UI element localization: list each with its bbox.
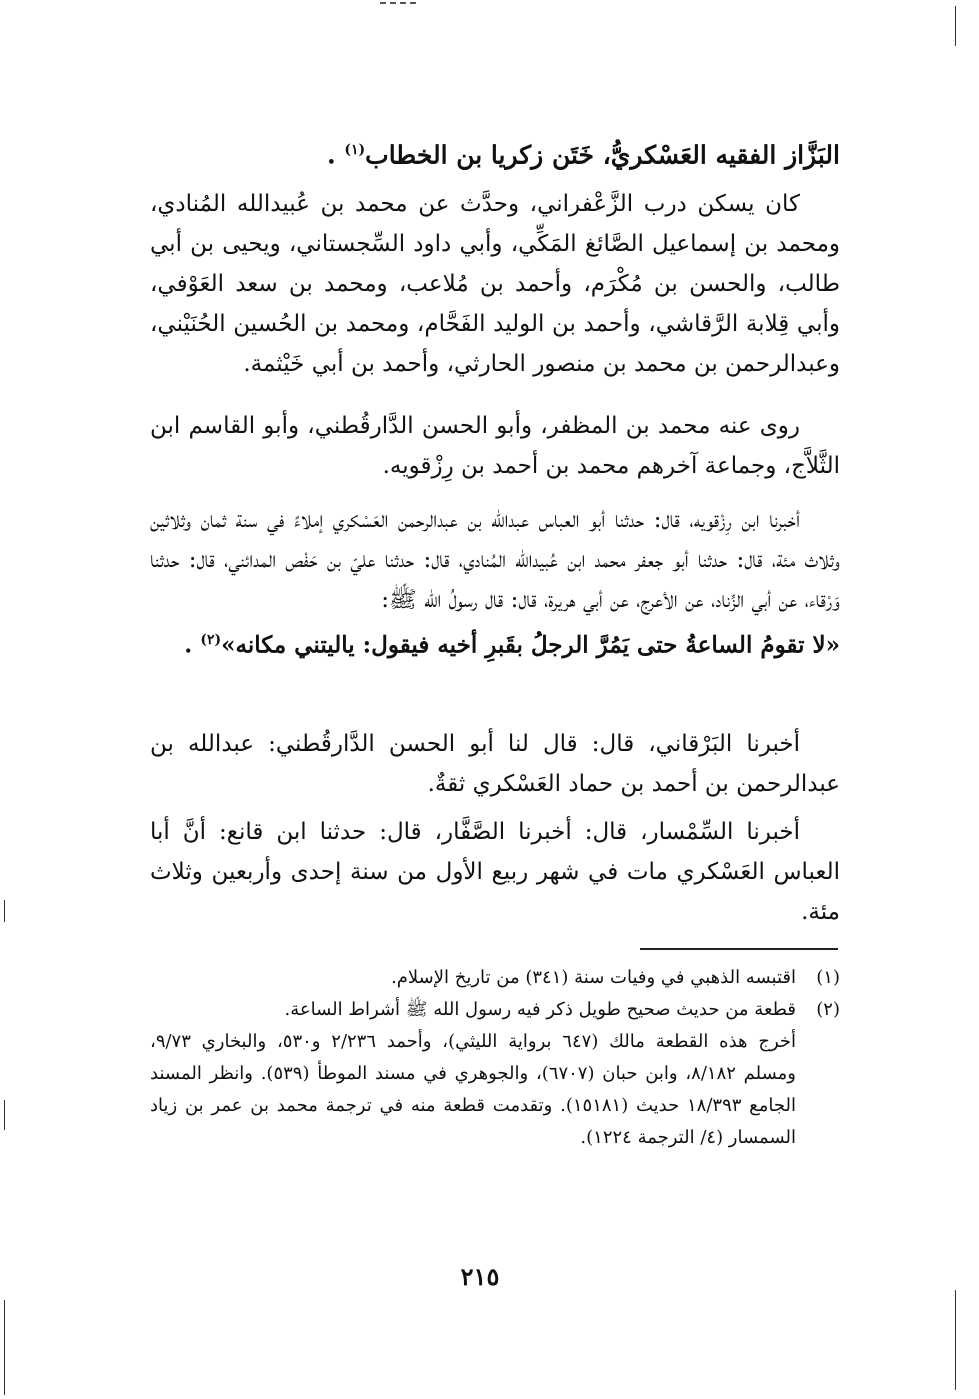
paragraph-death: أخبرنا السِّمْسار، قال: أخبرنا الصَّفَّار، قال: حدثنا ابن قانع: أنَّ أبا العباس العَسْكري مات في شهر ربيع الأول من سنة إحدى وأربعين وثلاث مئة. <box>150 819 840 925</box>
heading-end-mark: . <box>326 140 336 170</box>
footnote-2 <box>150 994 840 1026</box>
entry-heading-text: البَزَّاز الفقيه العَسْكريُّ، خَتَن زكريا بن الخطاب <box>365 140 840 170</box>
hadith-quote <box>150 620 840 666</box>
footnote-text: قطعة من حديث صحيح طويل ذكر فيه رسول الله ﷺ أشراط الساعة. <box>284 999 796 1020</box>
footnote-text: اقتبسه الذهبي في وفيات سنة (٣٤١) من تاريخ الإسلام. <box>391 967 796 988</box>
paragraph-hadith <box>150 500 840 666</box>
entry-heading <box>150 130 840 175</box>
hadith-end-mark: . <box>184 631 193 659</box>
footnote-ref-2: (٢) <box>200 632 222 648</box>
paragraph-grading: أخبرنا البَرْقاني، قال: قال لنا أبو الحسن الدَّارقُطني: عبدالله بن عبدالرحمن بن أحمد بن حماد العَسْكري ثقةٌ. <box>150 731 840 797</box>
page-number: ٢١٥ <box>460 1262 500 1291</box>
scan-edge-line <box>4 900 5 922</box>
scan-edge-line <box>4 1300 5 1395</box>
footnote-ref-1: (١) <box>344 142 366 158</box>
hadith-quote-text: «لا تقومُ الساعةُ حتى يَمُرَّ الرجلُ بقَبرِ أخيه فيقول: ياليتني مكانه» <box>221 631 840 659</box>
footnote-separator <box>640 948 838 950</box>
hadith-isnad: أخبرنا ابن رِزْقويه، قال: حدثنا أبو العباس عبدالله بن عبدالرحمن العَسْكري إملاءً في سنة ثمان وثلاثين وثلاث مئة، قال: حدثنا أبو جعفر محمد ابن عُبيدالله المُنادي، قال: حدثنا عليّ بن حَفْص المدائني، قال: حدثنا وَرْقاء، عن أبي الزِّناد، عن الأعرج، عن أبي هريرة، قال: قال رسولُ الله ﷺ: <box>150 507 840 613</box>
scan-edge-line <box>955 6 956 46</box>
scan-edge-line <box>955 1290 956 1390</box>
scan-edge-mark <box>380 2 416 10</box>
footnotes <box>150 962 840 1154</box>
paragraph-teachers: كان يسكن درب الزَّعْفراني، وحدَّث عن محمد بن عُبيدالله المُنادي، ومحمد بن إسماعيل الصَّائغ المَكِّي، وأبي داود السِّجستاني، ويحيى بن أبي طالب، والحسن بن مُكْرَم، وأحمد بن مُلاعب، ومحمد بن سعد العَوْفي، وأبي قِلابة الرَّقاشي، وأحمد بن الوليد الفَحَّام، ومحمد بن الحُسين الحُنَيْني، وعبدالرحمن بن محمد بن منصور الحارثي، وأحمد بن أبي خَيْثمة. <box>150 191 840 377</box>
footnote-1 <box>150 962 840 994</box>
footnote-2-continuation: أخرج هذه القطعة مالك (٦٤٧ برواية الليثي)، وأحمد ٢/٢٣٦ و٥٣٠، والبخاري ٩/٧٣، ومسلم ٨/١٨٢، وابن حبان (٦٧٠٧)، والجوهري في مسند الموطأ (٥٣٩). وانظر المسند الجامع ١٨/٣٩٣ حديث (١٥١٨١). وتقدمت قطعة منه في ترجمة محمد بن عمر بن زياد السمسار (٤/ الترجمة ١٢٢٤). <box>150 1031 797 1148</box>
footnote-number: (١) <box>816 967 840 988</box>
scan-edge-line <box>4 1100 5 1130</box>
paragraph-students: روى عنه محمد بن المظفر، وأبو الحسن الدَّارقُطني، وأبو القاسم ابن الثَّلاَّج، وجماعة آخرهم محمد بن أحمد بن رِزْقويه. <box>150 413 840 479</box>
footnote-number: (٢) <box>816 999 840 1020</box>
